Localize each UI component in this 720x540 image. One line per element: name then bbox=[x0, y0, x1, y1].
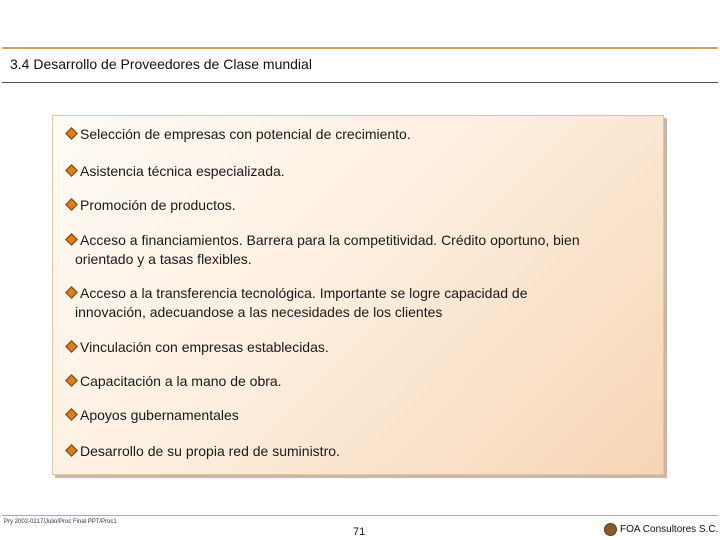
bullet-text-continuation: innovación, adecuandose a las necesidades de los clientes bbox=[75, 304, 443, 320]
bullet-text: Vinculación con empresas establecidas. bbox=[80, 339, 329, 355]
bullet-item bbox=[67, 284, 651, 322]
bullet-item bbox=[67, 231, 651, 269]
diamond-bullet-icon bbox=[65, 127, 78, 140]
diamond-bullet-icon bbox=[65, 198, 78, 211]
top-divider bbox=[2, 47, 718, 49]
bullet-text: Selección de empresas con potencial de crecimiento. bbox=[80, 126, 411, 142]
company-name: FOA Consultores S.C. bbox=[620, 524, 719, 535]
bullet-text: Asistencia técnica especializada. bbox=[80, 163, 285, 179]
bullet-item bbox=[67, 372, 651, 391]
bullet-text: Acceso a financiamientos. Barrera para la competitividad. Crédito oportuno, bien bbox=[80, 232, 580, 248]
bullet-item bbox=[67, 162, 651, 181]
bullet-item bbox=[67, 406, 651, 425]
diamond-bullet-icon bbox=[65, 286, 78, 299]
page-number: 71 bbox=[353, 526, 366, 538]
diamond-bullet-icon bbox=[65, 444, 78, 457]
bullet-item bbox=[67, 338, 651, 357]
diamond-bullet-icon bbox=[65, 408, 78, 421]
diamond-bullet-icon bbox=[65, 233, 78, 246]
diamond-bullet-icon bbox=[65, 164, 78, 177]
bullet-text: Desarrollo de su propia red de suministro. bbox=[80, 443, 340, 459]
content-box bbox=[52, 115, 664, 475]
bullet-item bbox=[67, 442, 651, 461]
bullet-item bbox=[67, 125, 651, 144]
diamond-bullet-icon bbox=[65, 340, 78, 353]
bullet-text-continuation: orientado y a tasas flexibles. bbox=[75, 251, 252, 267]
bullet-text: Promoción de productos. bbox=[80, 197, 236, 213]
company-logo-icon bbox=[604, 523, 617, 536]
bullet-item bbox=[67, 196, 651, 215]
footer-divider bbox=[2, 515, 718, 516]
bullet-text: Acceso a la transferencia tecnológica. Importante se logre capacidad de bbox=[80, 285, 528, 301]
bullet-text: Apoyos gubernamentales bbox=[80, 407, 239, 423]
diamond-bullet-icon bbox=[65, 374, 78, 387]
title-divider bbox=[2, 82, 718, 83]
slide-title: 3.4 Desarrollo de Proveedores de Clase mundial bbox=[10, 56, 312, 72]
bullet-text: Capacitación a la mano de obra. bbox=[80, 373, 282, 389]
footer-file-path: Pry 2002-0217/Julio/Proc Final PPT/Proc1 bbox=[4, 519, 117, 525]
